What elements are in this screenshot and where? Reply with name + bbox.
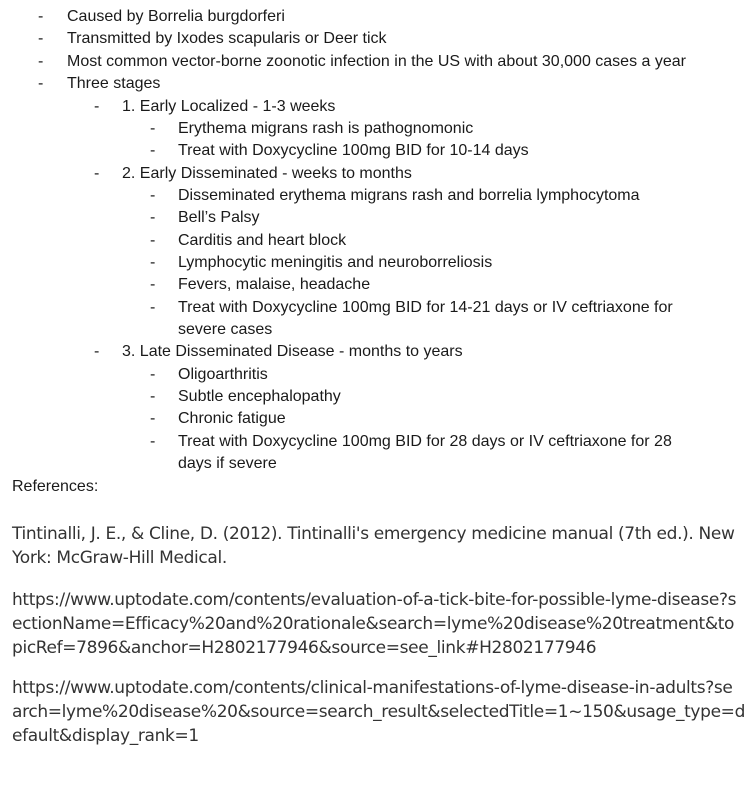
bullet-dash: -: [94, 98, 100, 115]
bullet-dash: -: [150, 299, 156, 316]
bullet-dash: -: [150, 120, 156, 137]
list-item: Subtle encephalopathy: [178, 388, 341, 405]
list-item: Treat with Doxycycline 100mg BID for 10-14 days: [178, 142, 529, 159]
stage-heading: 1. Early Localized - 1-3 weeks: [122, 98, 336, 115]
bullet-dash: -: [150, 276, 156, 293]
bullet-dash: -: [150, 433, 156, 450]
bullet-dash: -: [38, 30, 44, 47]
stage-heading: 3. Late Disseminated Disease - months to years: [122, 343, 463, 360]
reference-url-line[interactable]: picRef=7896&anchor=H2802177946&source=see_link#H2802177946: [12, 638, 597, 658]
list-item: Treat with Doxycycline 100mg BID for 28 days or IV ceftriaxone for 28: [178, 433, 672, 450]
reference-url-tick-bite[interactable]: [12, 588, 740, 660]
reference-url-line[interactable]: arch=lyme%20disease%20&source=search_result&selectedTitle=1~150&usage_type=d: [12, 702, 746, 722]
bullet-dash: -: [150, 410, 156, 427]
bullet-dash: -: [150, 254, 156, 271]
list-item: Lymphocytic meningitis and neuroborreliosis: [178, 254, 493, 271]
list-item: Carditis and heart block: [178, 232, 347, 249]
references-heading: References:: [12, 478, 99, 495]
list-item: Chronic fatigue: [178, 410, 286, 427]
bullet-dash: -: [150, 232, 156, 249]
list-item: Erythema migrans rash is pathognomonic: [178, 120, 474, 137]
bullet-dash: -: [150, 209, 156, 226]
list-item: Three stages: [67, 75, 161, 92]
list-item: Most common vector-borne zoonotic infection in the US with about 30,000 cases a year: [67, 53, 686, 70]
reference-line: York: McGraw-Hill Medical.: [12, 548, 227, 568]
list-item: Treat with Doxycycline 100mg BID for 14-21 days or IV ceftriaxone for: [178, 299, 673, 316]
reference-url-line[interactable]: https://www.uptodate.com/contents/clinical-manifestations-of-lyme-disease-in-adults?se: [12, 678, 733, 698]
reference-url-clinical-manifestations[interactable]: [12, 676, 746, 748]
bullet-dash: -: [94, 343, 100, 360]
reference-citation: [12, 522, 740, 570]
reference-url-line[interactable]: efault&display_rank=1: [12, 726, 199, 746]
bullet-dash: -: [38, 75, 44, 92]
bullet-dash: -: [150, 366, 156, 383]
list-item: Transmitted by Ixodes scapularis or Deer tick: [67, 30, 387, 47]
reference-url-line[interactable]: https://www.uptodate.com/contents/evaluation-of-a-tick-bite-for-possible-lyme-disease?s: [12, 590, 737, 610]
list-item: Caused by Borrelia burgdorferi: [67, 8, 285, 25]
list-item: Disseminated erythema migrans rash and borrelia lymphocytoma: [178, 187, 640, 204]
bullet-dash: -: [38, 53, 44, 70]
list-item-continuation: severe cases: [178, 321, 273, 338]
stage-heading: 2. Early Disseminated - weeks to months: [122, 165, 412, 182]
bullet-dash: -: [150, 142, 156, 159]
list-item-continuation: days if severe: [178, 455, 277, 472]
list-item: Bell’s Palsy: [178, 209, 260, 226]
reference-url-line[interactable]: ectionName=Efficacy%20and%20rationale&search=lyme%20disease%20treatment&to: [12, 614, 735, 634]
bullet-dash: -: [150, 388, 156, 405]
bullet-dash: -: [150, 187, 156, 204]
reference-line: Tintinalli, J. E., & Cline, D. (2012). Tintinalli's emergency medicine manual (7th ed.). New: [12, 524, 735, 544]
list-item: Fevers, malaise, headache: [178, 276, 371, 293]
list-item: Oligoarthritis: [178, 366, 268, 383]
bullet-dash: -: [38, 8, 44, 25]
bullet-dash: -: [94, 165, 100, 182]
